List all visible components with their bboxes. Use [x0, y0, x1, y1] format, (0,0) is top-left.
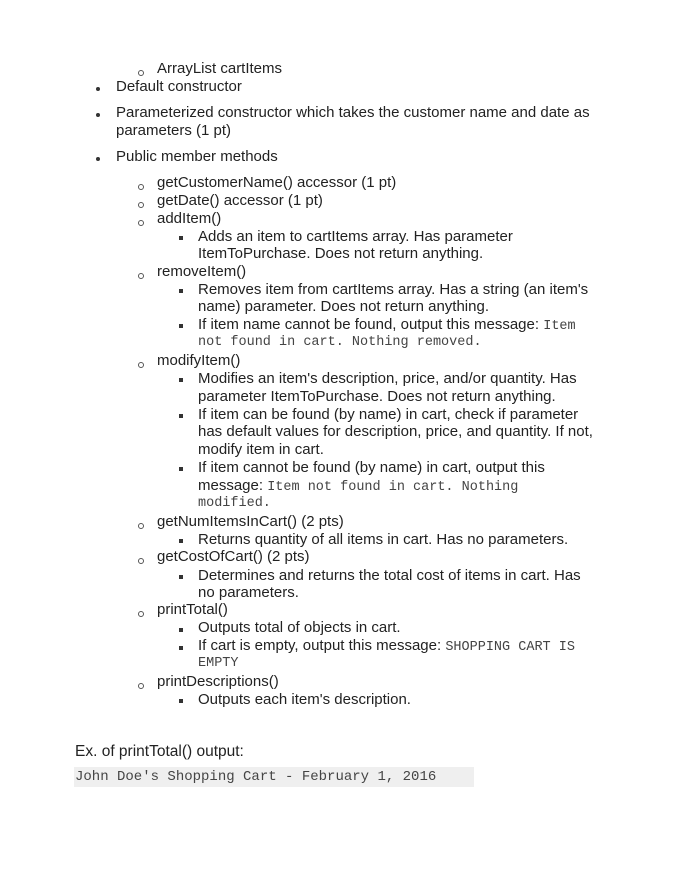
print-total-desc-line3: EMPTY — [198, 656, 239, 671]
hollow-bullet-icon — [138, 184, 144, 190]
hollow-bullet-icon — [138, 558, 144, 564]
print-total-empty-code: SHOPPING CART IS — [445, 640, 575, 655]
example-heading: Ex. of printTotal() output: — [75, 743, 244, 760]
square-bullet-icon — [179, 289, 183, 293]
square-bullet-icon — [179, 699, 183, 703]
method-add-item: addItem() — [157, 210, 222, 227]
method-get-cost: getCostOfCart() (2 pts) — [157, 548, 310, 565]
modify-item-notfound-line1: If item cannot be found (by name) in cart, output this — [198, 459, 545, 476]
remove-item-message-text: If item name cannot be found, output this message: — [198, 316, 544, 333]
print-total-desc-line2 — [198, 637, 575, 657]
square-bullet-icon — [179, 414, 183, 418]
modify-item-notfound-line2 — [198, 477, 518, 497]
print-descriptions-desc: Outputs each item's description. — [198, 691, 411, 708]
modify-item-found-line2: has default values for description, price, and quantity. If not, — [198, 423, 593, 440]
method-print-total: printTotal() — [157, 601, 228, 618]
square-bullet-icon — [179, 467, 183, 471]
square-bullet-icon — [179, 575, 183, 579]
modify-item-notfound-text: message: — [198, 477, 268, 494]
modify-item-notfound-line3: modified. — [198, 496, 271, 511]
bullet-icon — [96, 87, 100, 91]
add-item-desc-line1: Adds an item to cartItems array. Has parameter — [198, 228, 513, 245]
hollow-bullet-icon — [138, 683, 144, 689]
get-cost-desc-line2: no parameters. — [198, 584, 299, 601]
square-bullet-icon — [179, 628, 183, 632]
public-member-methods: Public member methods — [116, 148, 278, 165]
modify-item-notfound-code: Item not found in cart. Nothing — [267, 480, 519, 495]
modify-item-desc-line1: Modifies an item's description, price, and/or quantity. Has — [198, 370, 577, 387]
method-print-descriptions: printDescriptions() — [157, 673, 279, 690]
parameterized-constructor-line1: Parameterized constructor which takes the customer name and date as — [116, 104, 590, 121]
bullet-icon — [96, 157, 100, 161]
hollow-bullet-icon — [138, 362, 144, 368]
hollow-bullet-icon — [138, 70, 144, 76]
add-item-desc-line2: ItemToPurchase. Does not return anything. — [198, 245, 484, 262]
hollow-bullet-icon — [138, 611, 144, 617]
field-cart-items: ArrayList cartItems — [157, 60, 283, 77]
hollow-bullet-icon — [138, 273, 144, 279]
hollow-bullet-icon — [138, 220, 144, 226]
modify-item-desc-line2: parameter ItemToPurchase. Does not return anything. — [198, 388, 556, 405]
remove-item-desc-line2: name) parameter. Does not return anything. — [198, 298, 489, 315]
parameterized-constructor-line2: parameters (1 pt) — [116, 122, 232, 139]
remove-item-desc-line1: Removes item from cartItems array. Has a string (an item's — [198, 281, 589, 298]
remove-item-message-line1 — [198, 316, 576, 336]
method-remove-item: removeItem() — [157, 263, 247, 280]
method-get-customer-name: getCustomerName() accessor (1 pt) — [157, 174, 397, 191]
method-modify-item: modifyItem() — [157, 352, 241, 369]
default-constructor: Default constructor — [116, 78, 242, 95]
square-bullet-icon — [179, 378, 183, 382]
method-get-num-items: getNumItemsInCart() (2 pts) — [157, 513, 344, 530]
remove-item-message-line2: not found in cart. Nothing removed. — [198, 335, 482, 350]
square-bullet-icon — [179, 236, 183, 240]
square-bullet-icon — [179, 539, 183, 543]
method-get-date: getDate() accessor (1 pt) — [157, 192, 323, 209]
remove-item-message-code: Item — [543, 319, 576, 334]
square-bullet-icon — [179, 646, 183, 650]
modify-item-found-line1: If item can be found (by name) in cart, check if parameter — [198, 406, 579, 423]
hollow-bullet-icon — [138, 523, 144, 529]
modify-item-found-line3: modify item in cart. — [198, 441, 324, 458]
print-total-empty-text: If cart is empty, output this message: — [198, 637, 446, 654]
example-code: John Doe's Shopping Cart - February 1, 2016 — [75, 769, 437, 785]
hollow-bullet-icon — [138, 202, 144, 208]
get-cost-desc-line1: Determines and returns the total cost of items in cart. Has — [198, 567, 581, 584]
get-num-items-desc: Returns quantity of all items in cart. Has no parameters. — [198, 531, 569, 548]
print-total-desc-line1: Outputs total of objects in cart. — [198, 619, 401, 636]
bullet-icon — [96, 113, 100, 117]
square-bullet-icon — [179, 324, 183, 328]
